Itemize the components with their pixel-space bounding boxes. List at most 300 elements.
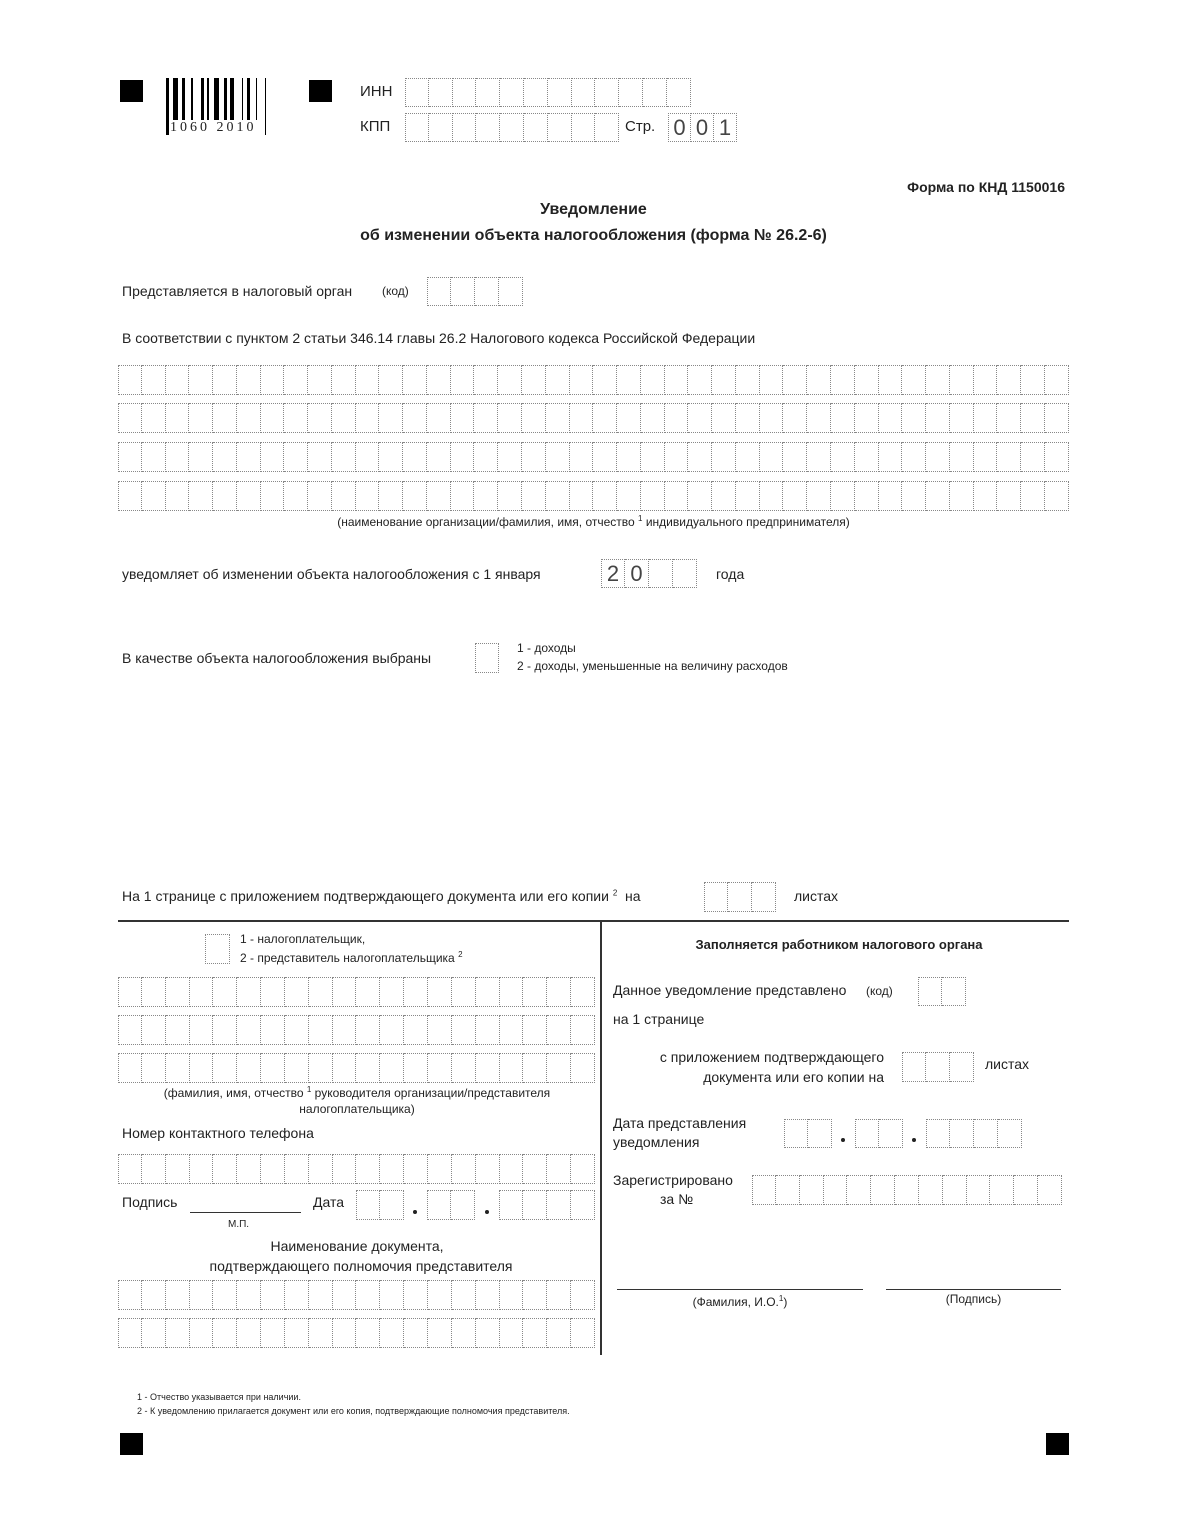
input-cell[interactable] [641,365,665,395]
input-cell[interactable] [190,1318,214,1348]
input-cell[interactable] [974,442,998,472]
input-cell[interactable] [688,442,712,472]
input-cell[interactable] [500,1015,524,1045]
input-cell[interactable] [403,481,427,511]
input-cell[interactable] [1014,1175,1038,1205]
input-cell[interactable] [237,977,261,1007]
input-cell[interactable] [403,403,427,433]
input-cell[interactable] [950,365,974,395]
input-cell[interactable] [943,1175,967,1205]
input-cell[interactable] [546,403,570,433]
input-cell[interactable] [998,1119,1022,1148]
input-cell[interactable] [404,977,428,1007]
registration-number-field[interactable] [752,1175,1062,1205]
input-cell[interactable] [118,1015,142,1045]
input-cell[interactable] [309,1015,333,1045]
input-cell[interactable] [261,1280,285,1310]
input-cell[interactable] [476,1015,500,1045]
input-cell[interactable] [617,481,641,511]
input-cell[interactable] [427,481,451,511]
input-cell[interactable] [474,403,498,433]
input-cell[interactable] [189,481,213,511]
input-cell[interactable] [452,1015,476,1045]
input-cell[interactable] [902,481,926,511]
input-cell[interactable] [261,403,285,433]
input-cell[interactable] [926,403,950,433]
input-cell[interactable] [284,365,308,395]
input-cell[interactable] [237,403,261,433]
input-cell[interactable] [213,977,237,1007]
input-cell[interactable] [261,1154,285,1184]
input-cell[interactable] [356,365,380,395]
input-cell[interactable] [261,1015,285,1045]
input-cell[interactable] [570,403,594,433]
input-cell[interactable] [166,1280,190,1310]
input-cell[interactable] [879,481,903,511]
input-cell[interactable] [950,442,974,472]
input-cell[interactable] [380,1154,404,1184]
input-cell[interactable] [926,1119,950,1148]
input-cell[interactable] [237,481,261,511]
input-cell[interactable] [213,403,237,433]
fio-row-3[interactable] [118,1053,595,1083]
input-cell[interactable] [333,1015,357,1045]
input-cell[interactable] [919,1175,943,1205]
input-cell[interactable] [593,442,617,472]
input-cell[interactable] [261,1318,285,1348]
input-cell[interactable] [997,442,1021,472]
input-cell[interactable] [428,1154,452,1184]
input-cell[interactable] [950,481,974,511]
input-cell[interactable] [429,78,453,107]
input-cell[interactable] [547,1015,571,1045]
input-cell[interactable] [855,365,879,395]
input-cell[interactable] [926,1052,950,1082]
input-cell[interactable] [189,403,213,433]
input-cell[interactable] [309,977,333,1007]
input-cell[interactable] [499,1190,523,1220]
input-cell[interactable] [546,481,570,511]
input-cell[interactable] [871,1175,895,1205]
input-cell[interactable] [523,1154,547,1184]
input-cell[interactable] [309,1053,333,1083]
input-cell[interactable] [523,1318,547,1348]
input-cell[interactable] [665,481,689,511]
input-cell[interactable] [427,277,451,306]
input-cell[interactable] [500,977,524,1007]
input-cell[interactable] [831,442,855,472]
input-cell[interactable] [571,977,595,1007]
input-cell[interactable] [118,481,142,511]
input-cell[interactable] [523,1280,547,1310]
input-cell[interactable] [380,977,404,1007]
input-cell[interactable] [213,442,237,472]
date-year-field[interactable] [499,1190,595,1220]
input-cell[interactable] [237,442,261,472]
input-cell[interactable] [1045,403,1069,433]
input-cell[interactable] [118,1053,142,1083]
input-cell[interactable] [855,481,879,511]
input-cell[interactable] [451,277,475,306]
input-cell[interactable] [142,1154,166,1184]
input-cell[interactable] [190,1280,214,1310]
submission-year-field[interactable] [926,1119,1022,1148]
input-cell[interactable] [205,934,230,964]
input-cell[interactable] [118,1280,142,1310]
input-cell[interactable] [166,1053,190,1083]
input-cell[interactable] [523,1190,547,1220]
input-cell[interactable] [333,1280,357,1310]
signer-choice-field[interactable] [205,934,230,964]
input-cell[interactable] [474,442,498,472]
input-cell[interactable] [213,1280,237,1310]
fio-row-1[interactable] [118,977,595,1007]
input-cell[interactable] [213,365,237,395]
input-cell[interactable] [824,1175,848,1205]
input-cell[interactable] [237,1053,261,1083]
input-cell[interactable] [475,643,499,673]
officer-signature-line[interactable] [886,1289,1061,1290]
input-cell[interactable] [728,882,752,912]
input-cell[interactable] [356,1053,380,1083]
input-cell[interactable] [847,1175,871,1205]
input-cell[interactable] [997,481,1021,511]
input-cell[interactable] [918,977,942,1006]
input-cell[interactable] [570,442,594,472]
input-cell[interactable] [879,365,903,395]
input-cell[interactable] [166,481,190,511]
input-cell[interactable] [649,559,673,588]
input-cell[interactable] [712,481,736,511]
input-cell[interactable] [593,365,617,395]
input-cell[interactable] [190,1015,214,1045]
input-cell[interactable] [1021,365,1045,395]
input-cell[interactable] [309,1154,333,1184]
input-cell[interactable] [237,1154,261,1184]
input-cell[interactable] [783,481,807,511]
input-cell[interactable] [942,977,966,1006]
input-cell[interactable] [902,442,926,472]
input-cell[interactable] [879,403,903,433]
input-cell[interactable] [736,481,760,511]
input-cell[interactable] [190,1053,214,1083]
input-cell[interactable] [831,403,855,433]
input-cell[interactable] [332,442,356,472]
input-cell[interactable] [451,1190,475,1220]
input-cell[interactable] [997,365,1021,395]
input-cell[interactable] [285,1015,309,1045]
input-cell[interactable] [333,977,357,1007]
input-cell[interactable] [800,1175,824,1205]
input-cell[interactable] [285,1318,309,1348]
input-cell[interactable] [428,1318,452,1348]
input-cell[interactable] [284,481,308,511]
org-name-row-3[interactable] [118,442,1069,472]
input-cell[interactable] [498,442,522,472]
input-cell[interactable] [427,442,451,472]
input-cell[interactable] [403,442,427,472]
input-cell[interactable] [665,403,689,433]
input-cell[interactable] [498,403,522,433]
input-cell[interactable] [831,481,855,511]
input-cell[interactable] [356,1190,380,1220]
input-cell[interactable] [855,1119,879,1148]
input-cell[interactable]: 0 [625,559,649,588]
input-cell[interactable] [166,442,190,472]
input-cell[interactable] [895,1175,919,1205]
input-cell[interactable] [760,365,784,395]
input-cell[interactable] [500,1280,524,1310]
input-cell[interactable] [855,403,879,433]
input-cell[interactable] [166,1015,190,1045]
input-cell[interactable] [522,442,546,472]
input-cell[interactable] [673,559,697,588]
input-cell[interactable] [451,481,475,511]
input-cell[interactable] [379,442,403,472]
input-cell[interactable] [332,403,356,433]
input-cell[interactable] [452,1318,476,1348]
input-cell[interactable] [783,442,807,472]
input-cell[interactable] [547,977,571,1007]
input-cell[interactable] [1021,442,1045,472]
input-cell[interactable] [476,78,500,107]
input-cell[interactable] [617,365,641,395]
input-cell[interactable] [752,882,776,912]
input-cell[interactable] [571,1015,595,1045]
input-cell[interactable] [237,1015,261,1045]
input-cell[interactable] [213,1318,237,1348]
input-cell[interactable] [166,977,190,1007]
input-cell[interactable] [118,365,142,395]
input-cell[interactable] [760,481,784,511]
input-cell[interactable] [427,403,451,433]
input-cell[interactable] [807,442,831,472]
input-cell[interactable] [547,1190,571,1220]
input-cell[interactable] [808,1119,832,1148]
input-cell[interactable] [500,113,524,142]
input-cell[interactable] [118,977,142,1007]
input-cell[interactable] [166,365,190,395]
input-cell[interactable] [499,277,523,306]
input-cell[interactable] [142,403,166,433]
input-cell[interactable] [451,442,475,472]
input-cell[interactable] [572,78,596,107]
input-cell[interactable] [428,977,452,1007]
input-cell[interactable] [428,1015,452,1045]
input-cell[interactable] [665,442,689,472]
attach-sheets-field[interactable] [902,1052,974,1082]
input-cell[interactable] [404,1154,428,1184]
officer-name-line[interactable] [617,1289,863,1290]
input-cell[interactable] [879,442,903,472]
input-cell[interactable] [237,1280,261,1310]
input-cell[interactable] [261,1053,285,1083]
input-cell[interactable] [572,113,596,142]
doc-name-row-2[interactable] [118,1318,595,1348]
input-cell[interactable] [736,403,760,433]
input-cell[interactable] [974,1119,998,1148]
input-cell[interactable] [641,481,665,511]
input-cell[interactable] [213,1053,237,1083]
input-cell[interactable] [403,365,427,395]
input-cell[interactable] [404,1318,428,1348]
input-cell[interactable] [776,1175,800,1205]
input-cell[interactable] [261,365,285,395]
input-cell[interactable] [285,1154,309,1184]
input-cell[interactable] [688,481,712,511]
input-cell[interactable] [547,1053,571,1083]
input-cell[interactable] [926,481,950,511]
input-cell[interactable] [237,365,261,395]
input-cell[interactable] [619,78,643,107]
year-field[interactable] [601,559,697,588]
date-day-field[interactable] [356,1190,404,1220]
input-cell[interactable] [356,1015,380,1045]
input-cell[interactable] [571,1280,595,1310]
tax-authority-code-field[interactable] [427,277,523,306]
input-cell[interactable] [405,113,429,142]
input-cell[interactable] [570,481,594,511]
input-cell[interactable] [308,481,332,511]
submission-day-field[interactable] [784,1119,832,1148]
input-cell[interactable] [356,442,380,472]
input-cell[interactable] [548,78,572,107]
input-cell[interactable] [356,1280,380,1310]
input-cell[interactable] [617,403,641,433]
input-cell[interactable] [452,1154,476,1184]
input-cell[interactable] [380,1015,404,1045]
input-cell[interactable] [332,481,356,511]
input-cell[interactable] [285,977,309,1007]
input-cell[interactable] [333,1154,357,1184]
input-cell[interactable] [379,403,403,433]
input-cell[interactable] [807,403,831,433]
input-cell[interactable] [476,977,500,1007]
input-cell[interactable] [523,1015,547,1045]
input-cell[interactable] [118,1154,142,1184]
input-cell[interactable] [950,1119,974,1148]
input-cell[interactable] [595,113,619,142]
input-cell[interactable] [688,403,712,433]
input-cell[interactable] [997,403,1021,433]
input-cell[interactable] [500,78,524,107]
input-cell[interactable] [189,442,213,472]
input-cell[interactable] [617,442,641,472]
input-cell[interactable] [595,78,619,107]
input-cell[interactable] [641,442,665,472]
input-cell[interactable]: 1 [714,113,737,142]
object-choice-field[interactable] [475,643,499,673]
input-cell[interactable] [831,365,855,395]
input-cell[interactable] [688,365,712,395]
input-cell[interactable] [736,442,760,472]
input-cell[interactable] [476,1280,500,1310]
input-cell[interactable] [429,113,453,142]
input-cell[interactable] [902,403,926,433]
input-cell[interactable] [784,1119,808,1148]
input-cell[interactable] [356,403,380,433]
input-cell[interactable] [213,481,237,511]
input-cell[interactable] [332,365,356,395]
input-cell[interactable] [712,403,736,433]
input-cell[interactable] [547,1154,571,1184]
input-cell[interactable] [428,1280,452,1310]
input-cell[interactable] [142,977,166,1007]
input-cell[interactable] [118,1318,142,1348]
org-name-row-2[interactable] [118,403,1069,433]
input-cell[interactable] [452,977,476,1007]
input-cell[interactable]: 0 [668,113,691,142]
input-cell[interactable] [593,481,617,511]
input-cell[interactable] [712,365,736,395]
input-cell[interactable] [405,78,429,107]
input-cell[interactable] [547,1318,571,1348]
input-cell[interactable] [142,1318,166,1348]
input-cell[interactable] [142,1280,166,1310]
input-cell[interactable] [427,1190,451,1220]
input-cell[interactable] [1021,403,1045,433]
input-cell[interactable] [285,1053,309,1083]
input-cell[interactable] [523,1053,547,1083]
input-cell[interactable] [950,1052,974,1082]
input-cell[interactable]: 0 [691,113,714,142]
input-cell[interactable] [643,78,667,107]
input-cell[interactable] [1038,1175,1062,1205]
input-cell[interactable] [879,1119,903,1148]
input-cell[interactable] [500,1154,524,1184]
kpp-field[interactable] [405,113,619,142]
input-cell[interactable] [308,365,332,395]
input-cell[interactable] [476,1154,500,1184]
date-month-field[interactable] [427,1190,475,1220]
page-number-field[interactable] [668,113,737,142]
input-cell[interactable] [453,113,477,142]
input-cell[interactable] [902,1052,926,1082]
input-cell[interactable] [309,1318,333,1348]
input-cell[interactable] [704,882,728,912]
input-cell[interactable] [524,78,548,107]
input-cell[interactable] [571,1154,595,1184]
input-cell[interactable] [807,481,831,511]
input-cell[interactable] [308,442,332,472]
org-name-row-4[interactable] [118,481,1069,511]
input-cell[interactable] [760,403,784,433]
input-cell[interactable] [522,481,546,511]
input-cell[interactable] [261,481,285,511]
input-cell[interactable] [902,365,926,395]
input-cell[interactable] [213,1154,237,1184]
input-cell[interactable] [380,1053,404,1083]
input-cell[interactable] [333,1318,357,1348]
input-cell[interactable] [428,1053,452,1083]
input-cell[interactable] [926,442,950,472]
input-cell[interactable] [404,1280,428,1310]
sheets-count-field[interactable] [704,882,776,912]
fio-row-2[interactable] [118,1015,595,1045]
input-cell[interactable] [166,1318,190,1348]
input-cell[interactable] [1045,365,1069,395]
input-cell[interactable] [474,481,498,511]
signature-line[interactable] [190,1212,301,1213]
input-cell[interactable] [522,365,546,395]
input-cell[interactable] [548,113,572,142]
input-cell[interactable] [261,977,285,1007]
input-cell[interactable] [546,365,570,395]
input-cell[interactable] [593,403,617,433]
input-cell[interactable] [142,1015,166,1045]
input-cell[interactable]: 2 [601,559,625,588]
input-cell[interactable] [356,481,380,511]
